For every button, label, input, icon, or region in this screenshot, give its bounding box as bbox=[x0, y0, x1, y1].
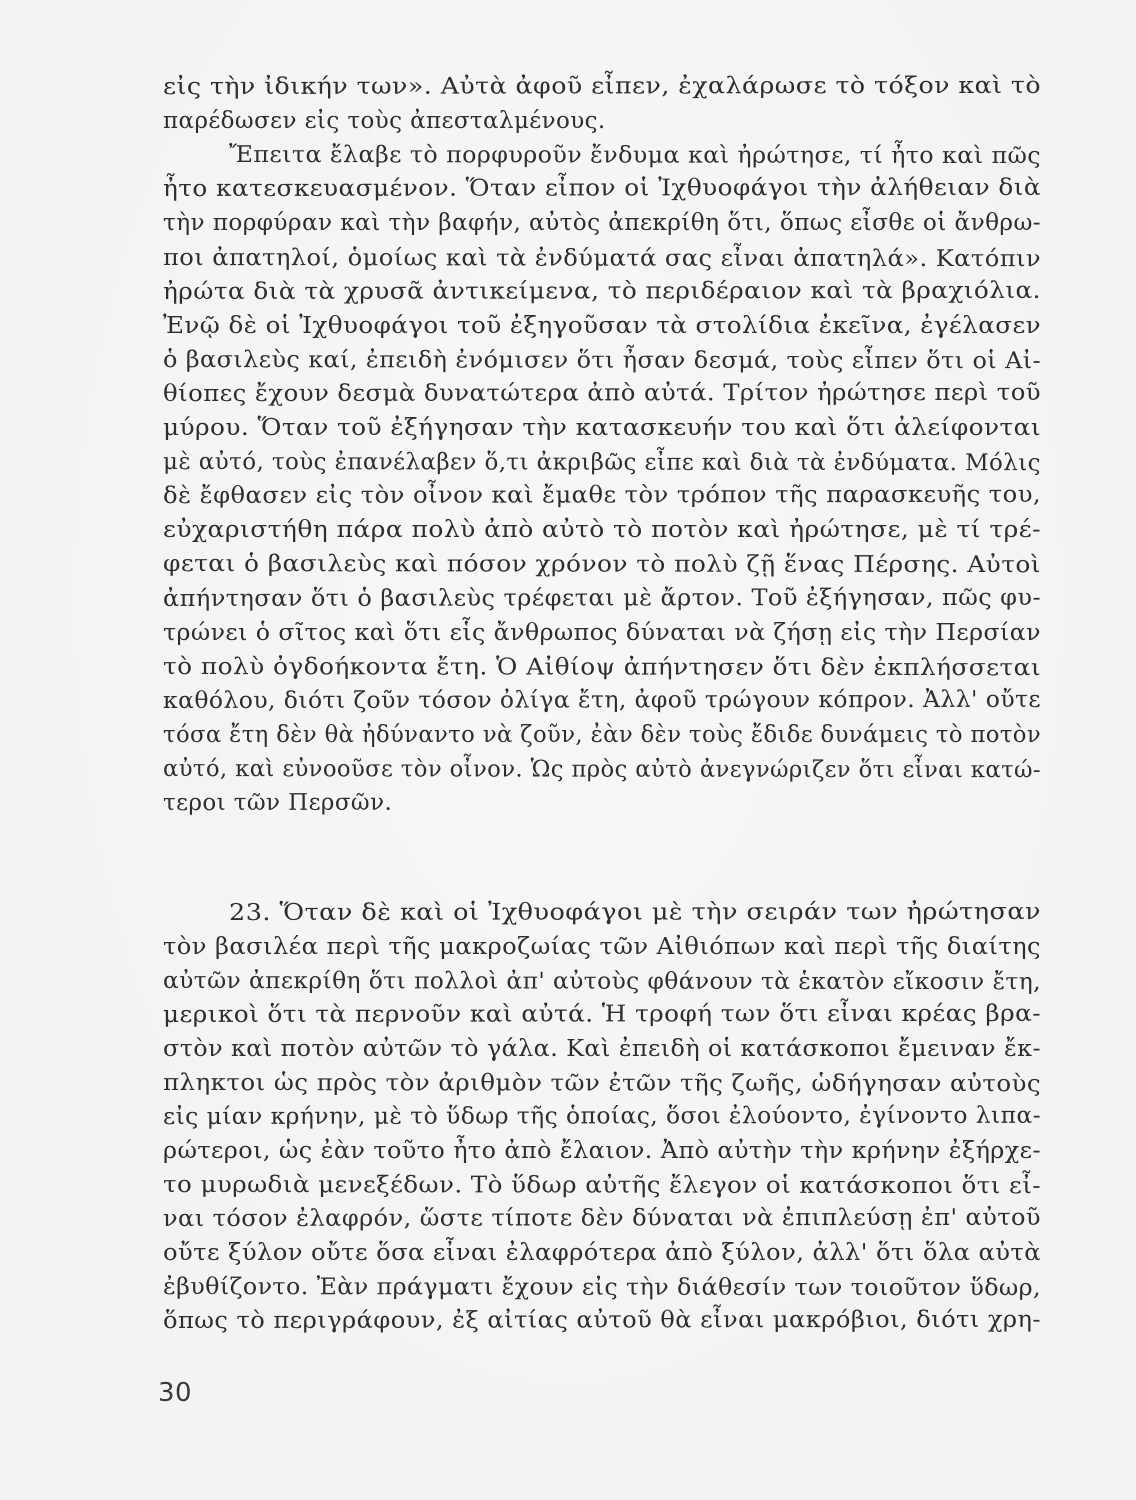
text-line: ναι τόσον ἐλαφρόν, ὥστε τίποτε δὲν δύναται νὰ ἐπιπλεύσῃ ἐπ' αὐτοῦ bbox=[162, 1204, 1041, 1232]
text-line: το μυρωδιὰ μενεξέδων. Τὸ ὕδωρ αὐτῆς ἔλεγον οἱ κατάσκοποι ὅτι εἶ- bbox=[162, 1172, 1042, 1200]
text-line: ἠρώτα διὰ τὰ χρυσᾶ ἀντικείμενα, τὸ περιδέραιον καὶ τὰ βραχιόλια. bbox=[162, 277, 1041, 305]
text-line: Ἔπειτα ἔλαβε τὸ πορφυροῦν ἔνδυμα καὶ ἠρώτησε, τί ἦτο καὶ πῶς bbox=[228, 142, 1042, 170]
text-line: ὁ βασιλεὺς καί, ἐπειδὴ ἐνόμισεν ὅτι ἦσαν δεσμά, τοὺς εἶπεν ὅτι οἱ Αἰ- bbox=[162, 346, 1042, 374]
page-number: 30 bbox=[158, 1378, 193, 1408]
text-line: τεροι τῶν Περσῶν. bbox=[162, 789, 393, 817]
text-line: μύρου. Ὅταν τοῦ ἐξήγησαν τὴν κατασκευήν του καὶ ὅτι ἀλείφονται bbox=[163, 415, 1041, 441]
text-line: μὲ αὐτό, τοὺς ἐπανέλαβεν ὅ,τι ἀκριβῶς εἶπε καὶ διὰ τὰ ἐνδύματα. Μόλις bbox=[162, 449, 1041, 477]
text-line: τὴν πορφύραν καὶ τὴν βαφήν, αὐτὸς ἀπεκρίθη ὅτι, ὅπως εἶσθε οἱ ἄνθρω- bbox=[163, 210, 1041, 237]
text-line: Ἐνῷ δὲ οἱ Ἰχθυοφάγοι τοῦ ἐξηγοῦσαν τὰ στολίδια ἐκεῖνα, ἐγέλασεν bbox=[163, 312, 1041, 339]
text-line: αὐτῶν ἀπεκρίθη ὅτι πολλοὶ ἀπ' αὐτοὺς φθάνουν τὰ ἑκατὸν εἴκοσιν ἔτη, bbox=[162, 968, 1042, 996]
text-line: τὸν βασιλέα περὶ τῆς μακροζωίας τῶν Αἰθιόπων καὶ περὶ τῆς διαίτης bbox=[163, 934, 1042, 960]
text-line: θίοπες ἔχουν δεσμὰ δυνατώτερα ἀπὸ αὐτά. Τρίτον ἠρώτησε περὶ τοῦ bbox=[162, 379, 1042, 407]
text-line: 23. Ὅταν δὲ καὶ οἱ Ἰχθυοφάγοι μὲ τὴν σειράν των ἠρώτησαν bbox=[228, 898, 1042, 926]
text-line: ρώτεροι, ὡς ἐὰν τοῦτο ἦτο ἀπὸ ἔλαιον. Ἀπὸ αὐτὴν τὴν κρήνην ἐξήρχε- bbox=[163, 1138, 1041, 1164]
text-line: εἰς μίαν κρήνην, μὲ τὸ ὕδωρ τῆς ὁποίας, ὅσοι ἐλούοντο, ἐγίνοντο λιπα- bbox=[162, 1102, 1042, 1130]
text-line: ἀπήντησαν ὅτι ὁ βασιλεὺς τρέφεται μὲ ἄρτον. Τοῦ ἐξήγησαν, πῶς φυ- bbox=[162, 584, 1042, 612]
text-line: τρώνει ὁ σῖτος καὶ ὅτι εἷς ἄνθρωπος δύναται νὰ ζήσῃ εἰς τὴν Περσίαν bbox=[163, 619, 1041, 646]
text-line: στὸν καὶ ποτὸν αὐτῶν τὸ γάλα. Καὶ ἐπειδὴ οἱ κατάσκοποι ἔμειναν ἔκ- bbox=[163, 1036, 1041, 1062]
text-line: ὅπως τὸ περιγράφουν, ἐξ αἰτίας αὐτοῦ θὰ εἶναι μακρόβιοι, διότι χρη- bbox=[162, 1306, 1042, 1334]
text-line: αὐτό, καὶ εὐνοοῦσε τὸν οἶνον. Ὡς πρὸς αὐτὸ ἀνεγνώριζεν ὅτι εἶναι κατώ- bbox=[162, 756, 1042, 784]
text-line: φεται ὁ βασιλεὺς καὶ πόσον χρόνον τὸ πολὺ ζῇ ἕνας Πέρσης. Αὐτοὶ bbox=[162, 551, 1041, 579]
text-line: καθόλου, διότι ζοῦν τόσον ὀλίγα ἔτη, ἀφοῦ τρώγουν κόπρον. Ἀλλ' οὔτε bbox=[162, 686, 1042, 714]
text-line: τὸ πολὺ ὀγδοήκοντα ἔτη. Ὁ Αἰθίοψ ἀπήντησεν ὅτι δὲν ἐκπλήσσεται bbox=[162, 653, 1042, 681]
text-line: εἰς τὴν ἰδικήν των». Αὐτὰ ἀφοῦ εἶπεν, ἐχαλάρωσε τὸ τόξον καὶ τὸ bbox=[162, 72, 1041, 100]
text-line: δὲ ἔφθασεν εἰς τὸν οἶνον καὶ ἔμαθε τὸν τρόπον τῆς παρασκευῆς του, bbox=[162, 482, 1042, 510]
text-line: ποι ἀπατηλοί, ὁμοίως καὶ τὰ ἐνδύματά σας εἶναι ἀπατηλά». Κατόπιν bbox=[162, 244, 1042, 272]
text-line: ἐβυθίζοντο. Ἐὰν πράγματι ἔχουν εἰς τὴν διάθεσίν των τοιοῦτον ὕδωρ, bbox=[162, 1274, 1042, 1302]
text-line: τόσα ἔτη δὲν θὰ ἠδύναντο νὰ ζοῦν, ἐὰν δὲν τοὺς ἔδιδε δυνάμεις τὸ ποτὸν bbox=[163, 721, 1042, 748]
text-line: οὔτε ξύλον οὔτε ὅσα εἶναι ἐλαφρότερα ἀπὸ ξύλον, ἀλλ' ὅτι ὅλα αὐτὰ bbox=[163, 1240, 1042, 1266]
text-line: πληκτοι ὡς πρὸς τὸν ἀριθμὸν τῶν ἐτῶν τῆς ζωῆς, ὡδήγησαν αὐτοὺς bbox=[162, 1070, 1042, 1098]
text-line: παρέδωσεν εἰς τοὺς ἀπεσταλμένους. bbox=[163, 108, 606, 135]
text-line: ἦτο κατεσκευασμένον. Ὅταν εἶπον οἱ Ἰχθυοφάγοι τὴν ἀλήθειαν διὰ bbox=[162, 175, 1041, 203]
text-line: εὐχαριστήθη πάρα πολὺ ἀπὸ αὐτὸ τὸ ποτὸν καὶ ἠρώτησε, μὲ τί τρέ- bbox=[163, 517, 1042, 544]
text-line: μερικοὶ ὅτι τὰ περνοῦν καὶ αὐτά. Ἡ τροφή των ὅτι εἶναι κρέας βρα- bbox=[162, 1000, 1042, 1028]
